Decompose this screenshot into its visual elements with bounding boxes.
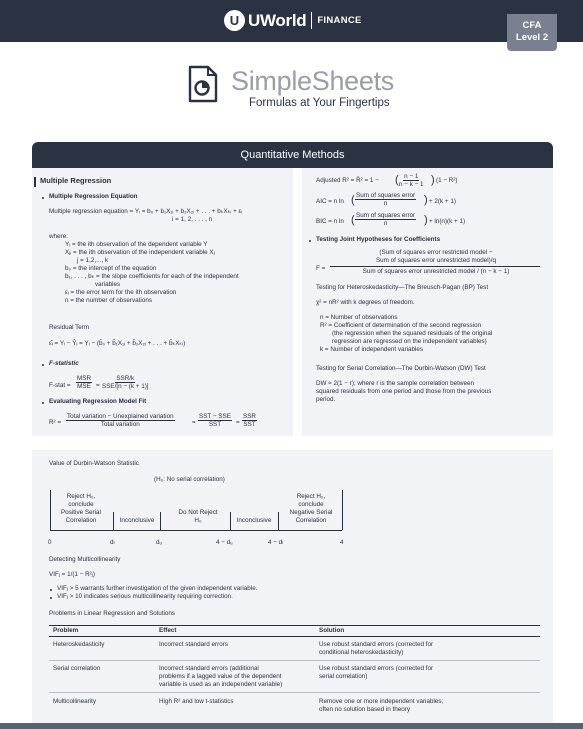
column-header-effect: Effect: [159, 627, 177, 634]
uworld-logo-icon: U: [224, 10, 245, 31]
f-test-fraction-bar: [330, 266, 540, 267]
problem-cell: Heteroskedasticity: [53, 641, 105, 648]
bullet-dot: [42, 364, 44, 366]
bic-lhs: BIC = n ln: [316, 218, 344, 225]
effect-cell: High R² and low t-statistics: [159, 698, 234, 705]
dw-null-hypothesis: (H₀: No serial correlation): [154, 476, 225, 483]
effect-cell: Incorrect standard errors (additional: [159, 665, 259, 672]
paren-close: ): [424, 194, 428, 206]
problems-title: Problems in Linear Regression and Solutions: [49, 610, 176, 617]
reject-positive-line1: Reject H₀,: [66, 493, 96, 500]
bottom-edge-bar: [0, 723, 583, 729]
f-stat-equals: =: [96, 382, 100, 389]
multiple-regression-equation-label: Multiple Regression Equation: [49, 193, 138, 200]
section-title-bar: Quantitative Methods: [32, 142, 553, 168]
aic-lhs: AIC = n ln: [316, 198, 344, 205]
reject-negative-line2: conclude: [298, 501, 324, 508]
effect-cell: Incorrect standard errors: [159, 641, 228, 648]
dw-scale-line: [50, 530, 342, 531]
heteroskedasticity-test-label: Testing for Heteroskedasticity—The Breusch-Pagan (BP) Test: [316, 284, 489, 291]
effect-cell-cont: problems if a lagged value of the dependent: [159, 673, 282, 680]
equation-index-range: i = 1, 2, . . . , n: [172, 216, 213, 223]
solution-cell-cont: often no solution based in theory: [319, 706, 411, 713]
effect-cell-cont: variable is used as an independent variable): [159, 681, 283, 688]
bullet-dot: [42, 402, 44, 404]
solution-cell-cont: serial correlation): [319, 673, 368, 680]
solution-cell: Use robust standard errors (corrected for: [319, 665, 434, 672]
paren-open: (: [351, 214, 355, 226]
definition-n: n = the number of observations: [65, 297, 152, 304]
brand-divider: [311, 12, 312, 29]
reject-negative-line3: Negative Serial: [289, 509, 333, 516]
dw-divider-4: [342, 490, 343, 530]
table-header-rule: [49, 636, 540, 637]
reject-positive-line2: conclude: [68, 501, 94, 508]
no-reject-line2: H₀: [194, 517, 202, 524]
heading-accent: [34, 177, 36, 187]
dw-formula-b: squared residuals from one period and those from the previous: [316, 388, 492, 395]
paren-open: (: [351, 194, 355, 206]
k-definition: k = Number of independent variables: [320, 346, 424, 353]
adjusted-r2-fraction: $\frac{n - 1}{n - k - 1}$: [399, 173, 424, 188]
definition-x: Xⱼᵢ = the ith observation of the independent variable Xⱼ: [65, 249, 215, 256]
row-divider: [49, 660, 540, 661]
f-stat-lhs: F-stat =: [49, 382, 71, 389]
where-label: where:: [49, 233, 68, 240]
definition-intercept: b₀ = the intercept of the equation: [65, 265, 157, 272]
definition-error: εᵢ = the error term for the ith observation: [65, 289, 177, 296]
f-stat-fraction-1: MSR MSE: [77, 375, 91, 390]
aic-fraction: Sum of squares error n: [356, 192, 416, 207]
f-test-numerator-b: Sum of squares error unrestricted model)/q: [375, 257, 497, 264]
bullet-dot: [309, 240, 311, 242]
durbin-watson-panel: [32, 450, 553, 725]
multiple-regression-panel: [32, 168, 293, 436]
dw-tick-du: dᵤ: [156, 539, 162, 546]
bullet-dot: [50, 589, 52, 591]
definition-j-range: j = 1,2,..., k: [77, 257, 108, 264]
f-stat-fraction-2: SSR/k SSE/[n − (k + 1)]: [102, 375, 149, 390]
level-tab: CFA Level 2: [507, 14, 557, 51]
dw-divider-du: [160, 512, 161, 530]
solution-cell: Use robust standard errors (corrected for: [319, 641, 434, 648]
residual-term-label: Residual Term: [49, 324, 90, 331]
r2-equals-2: =: [236, 419, 240, 426]
adjusted-r2-tail: (1 − R²): [436, 177, 458, 184]
dw-tick-0: 0: [48, 539, 52, 546]
definition-slopes-cont: variables: [95, 281, 121, 288]
multiple-regression-equation: Multiple regression equation = Yᵢ = b₀ + b₁X₁ᵢ + b₂X₂ᵢ + . . . + bₖXₖᵢ + εᵢ: [49, 208, 243, 215]
multicollinearity-title: Detecting Multicollinearity: [49, 556, 121, 563]
f-test-denominator: Sum of squares error unrestricted model / (n − k − 1): [362, 268, 510, 275]
r2-definition-a: R² = Coefficient of determination of the second regression: [320, 322, 482, 329]
vif-formula: VIFⱼ = 1/(1 − R²ⱼ): [49, 571, 95, 578]
multiple-regression-heading: Multiple Regression: [40, 176, 112, 185]
model-fit-label: Evaluating Regression Model Fit: [49, 398, 147, 405]
bullet-dot: [50, 597, 52, 599]
dw-divider-4du: [230, 512, 231, 530]
dw-tick-4: 4: [340, 539, 344, 546]
chi-square-stat: χ² = nR² with k degrees of freedom.: [316, 299, 415, 306]
r2-equals-1: =: [192, 419, 196, 426]
problem-cell: Multicollinearity: [53, 698, 97, 705]
reject-positive-line4: Correlation: [65, 517, 97, 524]
inconclusive-right: Inconclusive: [236, 517, 272, 524]
dw-tick-dl: dₗ: [110, 539, 115, 546]
r2-fraction-1: Total variation − Unexplained variation Total variation: [67, 413, 174, 428]
logo-tagline: Formulas at Your Fingertips: [249, 97, 390, 109]
bic-tail: + ln(n)(k + 1): [429, 218, 466, 225]
problem-cell: Serial correlation: [53, 665, 101, 672]
bullet-dot: [42, 197, 44, 199]
row-divider: [49, 692, 540, 693]
no-reject-line1: Do Not Reject: [178, 509, 218, 516]
r2-fraction-3: SSR SST: [243, 413, 256, 428]
bic-fraction: Sum of squares error n: [356, 212, 416, 227]
solution-cell: Remove one or more independent variables;: [319, 698, 444, 705]
dw-title: Value of Durbin-Watson Statistic: [49, 460, 139, 467]
vif-rule-10: VIFⱼ > 10 indicates serious multicollinearity requiring correction.: [57, 593, 233, 600]
paren-open: (: [395, 174, 399, 186]
definition-y: Yᵢ = the ith observation of the dependent variable Y: [65, 241, 208, 248]
r2-definition-c: regression are regressed on the independent variables): [332, 338, 487, 345]
dw-tick-4dl: 4 − dₗ: [268, 539, 284, 546]
dw-formula-c: period.: [316, 396, 336, 403]
n-definition: n = Number of observations: [320, 314, 398, 321]
f-test-numerator-a: (Sum of squares error restricted model −: [379, 249, 493, 256]
aic-tail: + 2(k + 1): [429, 198, 456, 205]
document-chart-icon: [188, 65, 218, 103]
f-test-lhs: F =: [316, 265, 326, 272]
serial-correlation-test-label: Testing for Serial Correlation—The Durbin-Watson (DW) Test: [316, 365, 486, 372]
brand-sub: FINANCE: [317, 15, 362, 26]
dw-tick-4du: 4 − dᵤ: [216, 539, 233, 546]
r2-definition-b: (the regression when the squared residuals of the original: [332, 330, 493, 337]
paren-close: ): [431, 174, 435, 186]
adjusted-r2-lhs: Adjusted R² = R̄² = 1 −: [316, 177, 379, 184]
dw-formula-a: DW ≈ 2(1 − r); where r is the sample correlation between: [316, 380, 474, 387]
dw-divider-4dl: [278, 512, 279, 530]
residual-term-equation: ε̂ᵢ = Yᵢ − Ŷᵢ = Yᵢ − (b̂₀ + b̂₁X₁ᵢ + b̂₂X₂ᵢ + . . . + b̂ₖXₖᵢ): [49, 340, 186, 347]
model-tests-panel: [302, 168, 553, 436]
dw-divider-dl: [113, 512, 114, 530]
solution-cell-cont: conditional heteroskedasticity): [319, 649, 404, 656]
f-statistic-label: F-statistic: [49, 360, 79, 367]
dw-divider-0: [50, 490, 51, 530]
reject-negative-line4: Correlation: [295, 517, 327, 524]
paren-close: ): [424, 214, 428, 226]
reject-negative-line1: Reject H₀,: [296, 493, 326, 500]
table-top-rule: [49, 625, 540, 626]
inconclusive-left: Inconclusive: [119, 517, 155, 524]
column-header-solution: Solution: [319, 627, 345, 634]
brand-logo: [224, 10, 362, 31]
brand-name: UWorld: [248, 10, 307, 30]
joint-hypotheses-label: Testing Joint Hypotheses for Coefficients: [316, 236, 441, 243]
reject-positive-line3: Positive Serial: [61, 509, 101, 516]
r2-lhs: R² =: [49, 419, 62, 426]
column-header-problem: Problem: [53, 627, 79, 634]
definition-slopes: b₁, . . . , bₖ = the slope coefficients for each of the independent: [65, 273, 239, 280]
logo-title: SimpleSheets: [231, 66, 394, 96]
vif-rule-5: VIFⱼ > 5 warrants further investigation of the given independent variable.: [57, 585, 258, 592]
r2-fraction-2: SST − SSE SST: [199, 413, 231, 428]
